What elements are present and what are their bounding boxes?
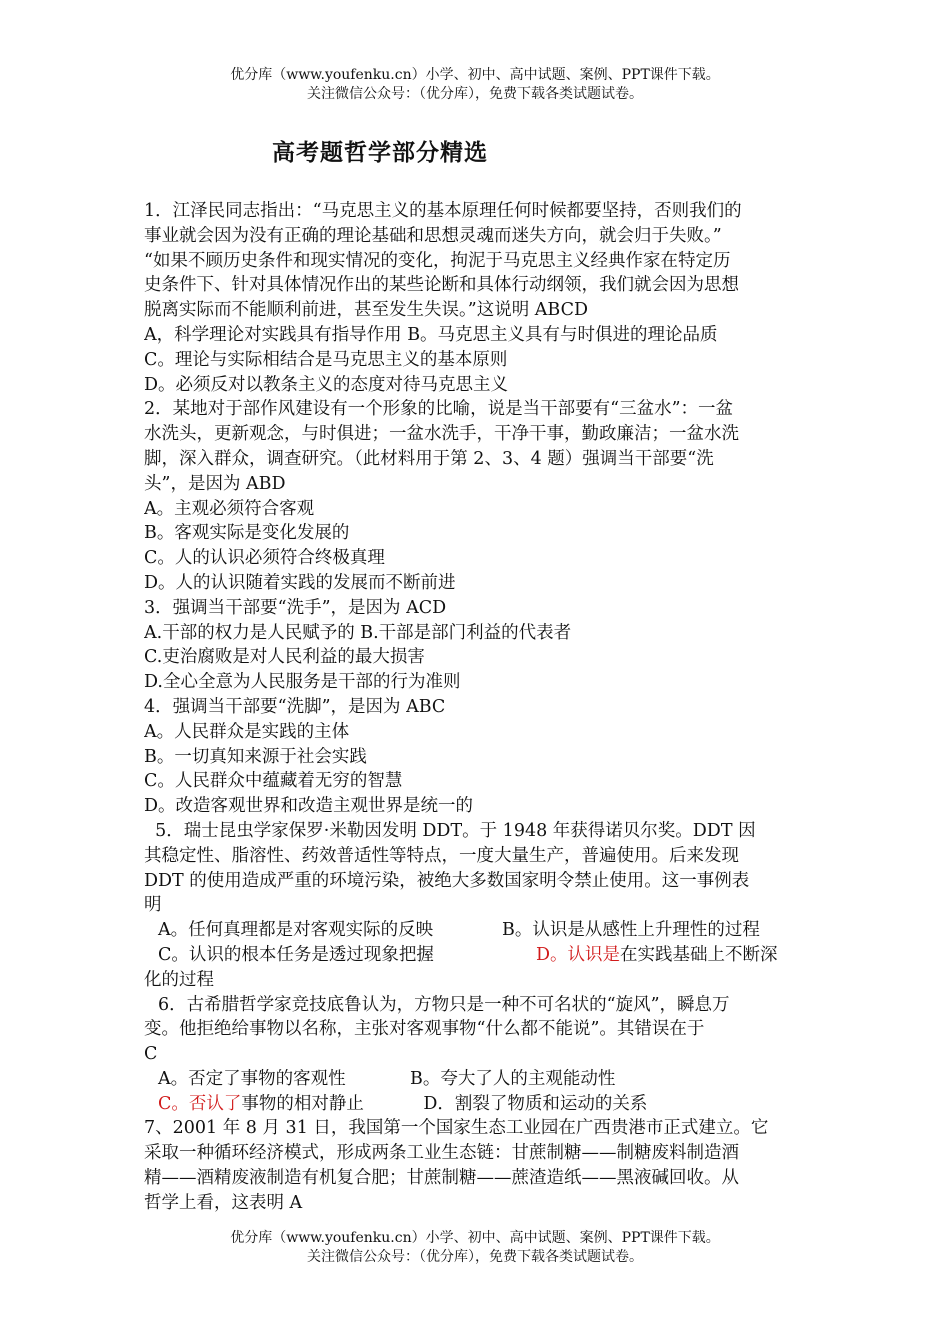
q6-line-3: C [144, 1044, 158, 1065]
text-line: 5．瑞士昆虫学家保罗·米勒因发明 DDT。于 1948 年获得诺贝尔奖。DDT 因 [144, 820, 756, 841]
text-line: B。一切真知来源于社会实践 [144, 746, 367, 767]
text-line: D.全心全意为人民服务是干部的行为准则 [144, 672, 461, 693]
q6-options-row-1 [144, 1067, 812, 1092]
text-line: 水洗头，更新观念，与时俱进；一盆水洗手，干净干事，勤政廉洁；一盆水洗 [144, 424, 739, 445]
text-line: A。人民群众是实践的主体 [144, 721, 350, 742]
q5-option-c: C。认识的根本任务是透过现象把握 [158, 944, 434, 965]
text-line: “如果不顾历史条件和现实情况的变化，拘泥于马克思主义经典作家在特定历 [144, 250, 731, 271]
footer-line-2: 关注微信公众号：（优分库），免费下载各类试题试卷。 [307, 1249, 643, 1265]
header-line-2: 关注微信公众号：（优分库），免费下载各类试题试卷。 [307, 86, 643, 102]
text-line: DDT 的使用造成严重的环境污染，被绝大多数国家明令禁止使用。这一事例表 [144, 870, 750, 891]
q6-line-2: 变。他拒绝给事物以名称，主张对客观事物“什么都不能说”。其错误在于 [144, 1019, 705, 1040]
text-line: A，科学理论对实践具有指导作用 B。马克思主义具有与时俱进的理论品质 [144, 324, 718, 345]
q6-option-b: B。夸大了人的主观能动性 [410, 1068, 616, 1089]
text-line: A。主观必须符合客观 [144, 498, 315, 519]
text-line: 4．强调当干部要“洗脚”，是因为 ABC [144, 696, 446, 717]
text-line: C。人的认识必须符合终极真理 [144, 548, 385, 569]
text-line: 采取一种循环经济模式，形成两条工业生态链：甘蔗制糖——制糖废料制造酒 [144, 1143, 739, 1164]
text-line: 其稳定性、脂溶性、药效普适性等特点，一度大量生产，普遍使用。后来发现 [144, 845, 739, 866]
text-line: C。人民群众中蕴藏着无穷的智慧 [144, 771, 403, 792]
q5-option-d-continued: 化的过程 [144, 969, 214, 990]
q6-line-1: 6．古希腊哲学家竞技底鲁认为，方物只是一种不可名状的“旋风”，瞬息万 [158, 994, 730, 1015]
page-header [0, 66, 950, 104]
q5-options-row-1 [144, 918, 812, 943]
q5-option-d-highlight: D。认识是 [536, 944, 621, 965]
text-line: 精——酒精废液制造有机复合肥；甘蔗制糖——蔗渣造纸——黑液碱回收。从 [144, 1168, 739, 1189]
text-line: C.吏治腐败是对人民利益的最大损害 [144, 647, 425, 668]
q5-option-a: A。任何真理都是对客观实际的反映 [158, 920, 434, 941]
text-line: 7、2001 年 8 月 31 日，我国第一个国家生态工业园在广西贵港市正式建立。它 [144, 1118, 769, 1139]
text-line: 头”，是因为 ABD [144, 473, 286, 494]
text-line: 1．江泽民同志指出：“马克思主义的基本原理任何时候都要坚持，否则我们的 [144, 201, 742, 221]
q5-options-row-2 [144, 943, 812, 968]
text-line: 哲学上看，这表明 A [144, 1192, 303, 1213]
document-body [144, 199, 812, 1216]
q6-option-a: A。否定了事物的客观性 [158, 1068, 346, 1089]
text-line: D。必须反对以教条主义的态度对待马克思主义 [144, 374, 509, 395]
q6-options-row-2 [144, 1092, 812, 1117]
text-line: C。理论与实际相结合是马克思主义的基本原则 [144, 349, 508, 370]
text-line: 明 [144, 895, 162, 916]
text-line: 3．强调当干部要“洗手”，是因为 ACD [144, 597, 447, 618]
q6-option-c-rest: 事物的相对静止 [241, 1093, 364, 1114]
q5-option-b: B。认识是从感性上升理性的过程 [502, 920, 760, 941]
page-footer [0, 1229, 950, 1267]
text-line: D。人的认识随着实践的发展而不断前进 [144, 572, 456, 593]
text-line: D。改造客观世界和改造主观世界是统一的 [144, 796, 474, 817]
text-line: B。客观实际是变化发展的 [144, 523, 350, 544]
document-title: 高考题哲学部分精选 [272, 139, 488, 166]
text-line: 2．某地对于部作风建设有一个形象的比喻，说是当干部要有“三盆水”：一盆 [144, 399, 734, 420]
footer-line-1: 优分库（www.youfenku.cn）小学、初中、高中试题、案例、PPT课件下载。 [230, 1230, 720, 1246]
text-line: 脚，深入群众，调查研究。（此材料用于第 2、3、4 题）强调当干部要“洗 [144, 448, 714, 469]
q5-option-d-rest: 在实践基础上不断深 [620, 944, 778, 965]
q6-option-c-highlight: C。否认了 [158, 1093, 242, 1114]
text-line: 脱离实际而不能顺利前进，甚至发生失误。”这说明 ABCD [144, 300, 589, 321]
text-line: A.干部的权力是人民赋予的 B.干部是部门利益的代表者 [144, 622, 572, 643]
q6-option-d: D．割裂了物质和运动的关系 [423, 1093, 648, 1114]
header-line-1: 优分库（www.youfenku.cn）小学、初中、高中试题、案例、PPT课件下载。 [230, 67, 720, 83]
text-line: 事业就会因为没有正确的理论基础和思想灵魂而迷失方向，就会归于失败。” [144, 225, 722, 246]
text-line: 史条件下、针对具体情况作出的某些论断和具体行动纲领，我们就会因为思想 [144, 275, 739, 296]
